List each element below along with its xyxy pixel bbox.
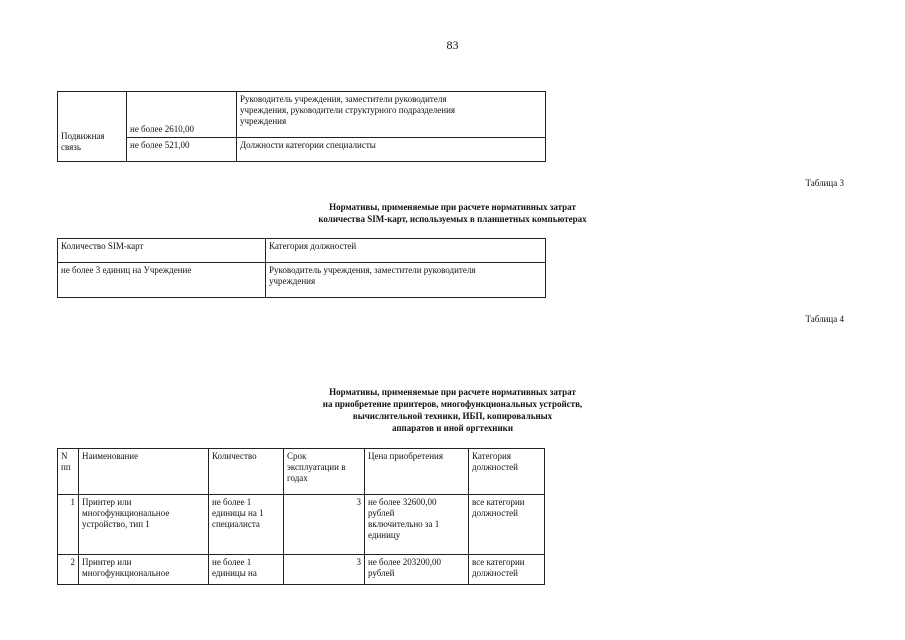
column-header: Наименование bbox=[79, 449, 209, 495]
table-3-title: Нормативы, применяемые при расчете нормативных затрат количества SIM-карт, используемых в планшетных компьютерах bbox=[318, 202, 587, 224]
table-header-row bbox=[58, 449, 545, 495]
column-header: Количество bbox=[209, 449, 284, 495]
category-cell: Должности категории специалисты bbox=[237, 138, 546, 162]
table-cell: 2 bbox=[58, 555, 79, 585]
sim-cards-table bbox=[57, 238, 546, 298]
office-equipment-table bbox=[57, 448, 545, 585]
limit-cell: не более 2610,00 bbox=[127, 92, 237, 138]
table-cell: не более 1 единицы на bbox=[209, 555, 284, 585]
table-cell: все категории должностей bbox=[469, 555, 545, 585]
column-header: Количество SIM-карт bbox=[58, 239, 266, 263]
table-cell: 3 bbox=[284, 555, 365, 585]
table-cell: 3 bbox=[284, 495, 365, 555]
table-cell: Принтер или многофункциональное устройство, тип 1 bbox=[79, 495, 209, 555]
mobile-communication-table bbox=[57, 91, 546, 162]
table-row bbox=[58, 495, 545, 555]
table-row bbox=[58, 263, 546, 298]
table-cell: Руководитель учреждения, заместители руководителя учреждения bbox=[266, 263, 546, 298]
column-header: Цена приобретения bbox=[365, 449, 469, 495]
table-4-title: Нормативы, применяемые при расчете нормативных затрат на приобретение принтеров, многофункциональных устройств, вычислительной техники, ИБП, копировальных аппаратов и иной оргтехники bbox=[322, 387, 583, 433]
table-4-caption: Таблица 4 bbox=[805, 314, 844, 324]
page-number: 83 bbox=[446, 38, 459, 52]
table-row bbox=[58, 555, 545, 585]
table-cell: 1 bbox=[58, 495, 79, 555]
column-header: Срок эксплуатации в годах bbox=[284, 449, 365, 495]
table-header-row bbox=[58, 239, 546, 263]
column-header: Категория должностей bbox=[266, 239, 546, 263]
row-header-mobile: Подвижная связь bbox=[58, 92, 127, 162]
table-cell: все категории должностей bbox=[469, 495, 545, 555]
column-header: N пп bbox=[58, 449, 79, 495]
table-row bbox=[58, 138, 546, 162]
table-cell: не более 3 единиц на Учреждение bbox=[58, 263, 266, 298]
table-3-caption: Таблица 3 bbox=[805, 178, 844, 188]
column-header: Категория должностей bbox=[469, 449, 545, 495]
category-cell: Руководитель учреждения, заместители руководителя учреждения, руководители структурного подразделения учреждения bbox=[237, 92, 546, 138]
table-cell: не более 203200,00 рублей bbox=[365, 555, 469, 585]
table-cell: не более 32600,00 рублей включительно за 1 единицу bbox=[365, 495, 469, 555]
table-cell: Принтер или многофункциональное bbox=[79, 555, 209, 585]
limit-cell: не более 521,00 bbox=[127, 138, 237, 162]
table-cell: не более 1 единицы на 1 специалиста bbox=[209, 495, 284, 555]
table-row bbox=[58, 92, 546, 138]
